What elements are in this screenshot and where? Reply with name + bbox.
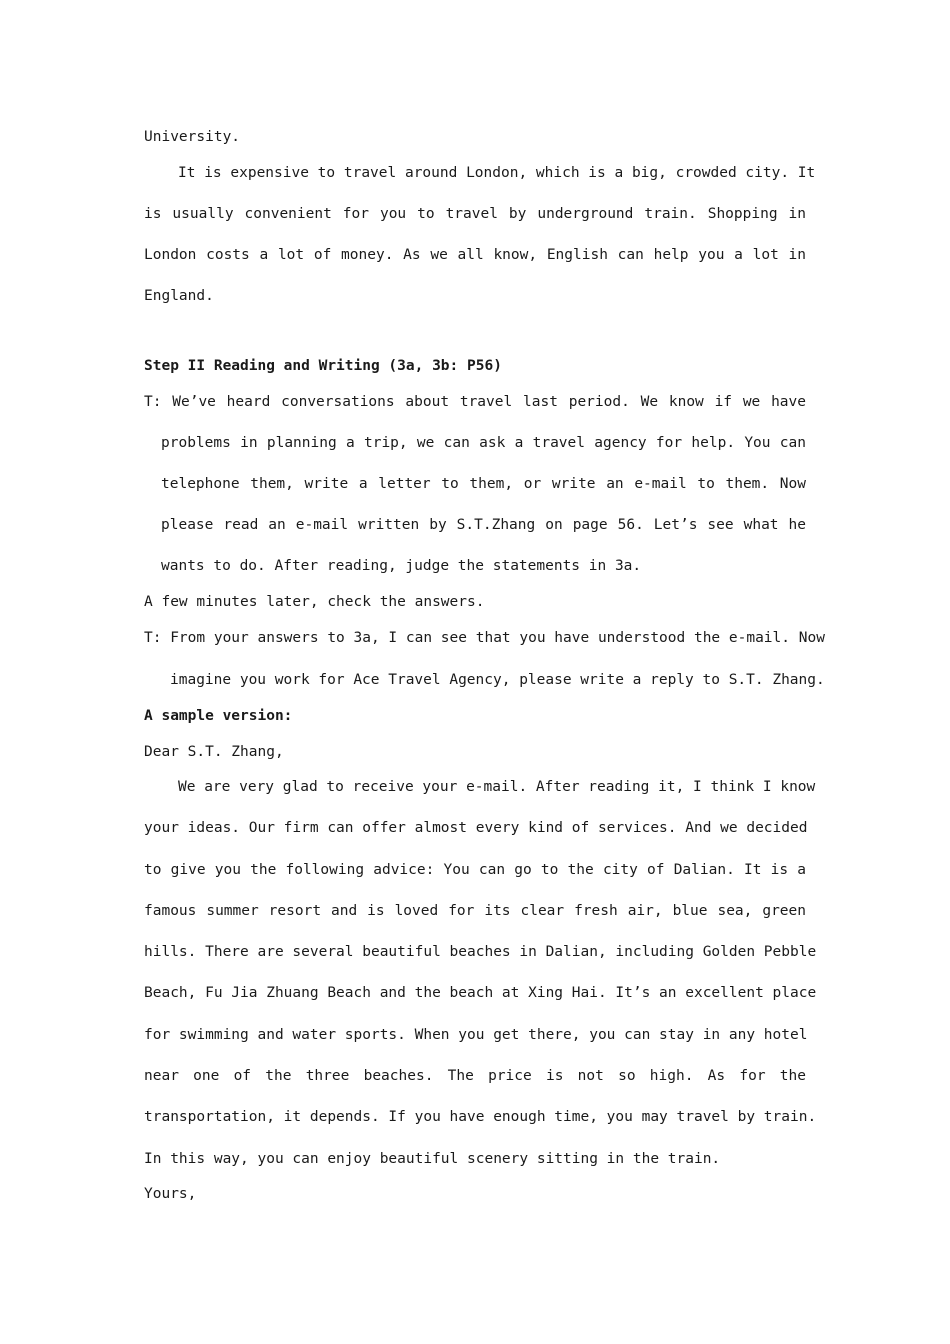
text-line: problems in planning a trip, we can ask a travel agency for help. You can xyxy=(161,435,806,451)
text-line: your ideas. Our firm can offer almost every kind of services. And we decided xyxy=(144,820,808,836)
text-line: In this way, you can enjoy beautiful scenery sitting in the train. xyxy=(144,1151,721,1167)
text-line: T: From your answers to 3a, I can see that you have understood the e-mail. Now xyxy=(144,630,825,646)
text-line: University. xyxy=(144,129,241,145)
text-line: wants to do. After reading, judge the statements in 3a. xyxy=(161,558,642,574)
text-line: T: We’ve heard conversations about travel last period. We know if we have xyxy=(144,394,806,410)
text-line: hills. There are several beautiful beaches in Dalian, including Golden Pebble xyxy=(144,944,817,960)
section-heading: Step II Reading and Writing (3a, 3b: P56) xyxy=(144,358,502,374)
text-line: please read an e-mail written by S.T.Zhang on page 56. Let’s see what he xyxy=(161,517,806,533)
text-line: for swimming and water sports. When you get there, you can stay in any hotel xyxy=(144,1027,808,1043)
text-line: It is expensive to travel around London, which is a big, crowded city. It xyxy=(178,165,816,181)
text-line: imagine you work for Ace Travel Agency, please write a reply to S.T. Zhang. xyxy=(170,672,825,688)
text-line: near one of the three beaches. The price is not so high. As for the xyxy=(144,1068,806,1084)
text-line: telephone them, write a letter to them, or write an e-mail to them. Now xyxy=(161,476,806,492)
salutation: Dear S.T. Zhang, xyxy=(144,744,284,760)
text-line: Beach, Fu Jia Zhuang Beach and the beach at Xing Hai. It’s an excellent place xyxy=(144,985,817,1001)
text-line: England. xyxy=(144,288,214,304)
text-line: to give you the following advice: You can go to the city of Dalian. It is a xyxy=(144,862,806,878)
text-line: London costs a lot of money. As we all know, English can help you a lot in xyxy=(144,247,806,263)
text-line: We are very glad to receive your e-mail. After reading it, I think I know xyxy=(178,779,816,795)
text-line: famous summer resort and is loved for its clear fresh air, blue sea, green xyxy=(144,903,806,919)
text-line: transportation, it depends. If you have enough time, you may travel by train. xyxy=(144,1109,817,1125)
text-line: A few minutes later, check the answers. xyxy=(144,594,485,610)
text-line: is usually convenient for you to travel by underground train. Shopping in xyxy=(144,206,806,222)
closing: Yours, xyxy=(144,1186,197,1202)
subheading: A sample version: xyxy=(144,708,293,724)
